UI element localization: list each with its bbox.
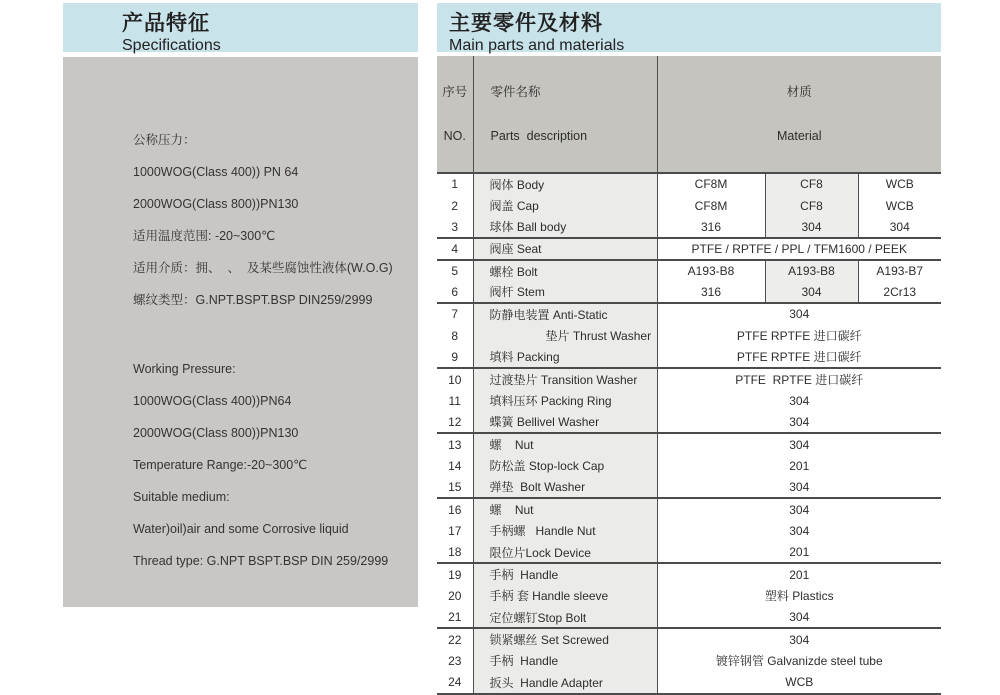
table-row [437, 412, 941, 434]
parts-materials-table [437, 56, 941, 695]
cell-material-span: 塑料 Plastics [764, 589, 834, 604]
table-row [437, 455, 941, 477]
cell-desc: 手柄 套 Handle sleeve [473, 585, 657, 607]
table-row [437, 498, 941, 520]
cell-material-span: 201 [789, 458, 810, 473]
spec-line: 1000WOG(Class 400)) PN 64 [133, 165, 299, 179]
cell-material-span: 201 [657, 542, 941, 564]
cell-material-span: 304 [789, 523, 810, 538]
table-row [437, 347, 941, 369]
cell-no: 20 [437, 585, 473, 607]
specifications-title-zh: 产品特征 [122, 12, 210, 35]
specifications-title-en: Specifications [122, 37, 221, 54]
cell-desc: 手柄 Handle [473, 563, 657, 585]
table-row [437, 303, 941, 325]
cell-desc: 阀体 Body [473, 173, 657, 195]
cell-desc: 填料压环 Packing Ring [473, 390, 657, 412]
cell-material-3: WCB [885, 177, 914, 192]
table-row [437, 281, 941, 303]
cell-material-3: WCB [885, 198, 914, 213]
table-row [437, 216, 941, 238]
cell-desc: 手柄 Handle [473, 650, 657, 672]
cell-desc: 螺 Nut [473, 498, 657, 520]
col-header-material [657, 56, 941, 173]
col-header-material-zh: 材质 [786, 85, 812, 99]
cell-no: 8 [437, 325, 473, 347]
cell-material-span: 304 [789, 307, 810, 322]
cell-no: 6 [437, 281, 473, 303]
cell-desc: 垫片 Thrust Washer [473, 325, 657, 347]
cell-material-span: 304 [789, 632, 810, 647]
cell-material-1: 316 [657, 281, 765, 303]
cell-no: 15 [437, 477, 473, 499]
cell-desc: 阀座 Seat [473, 238, 657, 260]
cell-material-1: CF8M [657, 173, 765, 195]
spec-line: 适用温度范围: -20~300℃ [133, 229, 276, 243]
table-row [437, 520, 941, 542]
cell-material-3: A193-B7 [876, 264, 924, 279]
materials-header [437, 3, 941, 52]
spec-line: Working Pressure: [133, 362, 236, 376]
cell-desc: 防静电装置 Anti-Static [473, 303, 657, 325]
cell-material-span: PTFE RPTFE 进口碳纤 [735, 373, 864, 388]
cell-material-span: PTFE RPTFE 进口碳纤 [657, 347, 941, 369]
spec-line: 2000WOG(Class 800))PN130 [133, 197, 299, 211]
table-row [437, 477, 941, 499]
col-header-parts-en: Parts description [490, 129, 588, 143]
table-row [437, 563, 941, 585]
cell-material-2: 304 [765, 281, 858, 303]
cell-desc: 蝶簧 Bellivel Washer [473, 412, 657, 434]
cell-no: 23 [437, 650, 473, 672]
cell-material-span: 304 [657, 412, 941, 434]
cell-desc: 防松盖 Stop-lock Cap [473, 455, 657, 477]
cell-no: 12 [437, 412, 473, 434]
cell-no: 16 [437, 498, 473, 520]
cell-no: 17 [437, 520, 473, 542]
col-header-parts [473, 56, 657, 173]
table-row [437, 650, 941, 672]
materials-title-en: Main parts and materials [449, 37, 625, 54]
cell-material-3: 304 [858, 216, 941, 238]
cell-desc: 定位螺钉Stop Bolt [473, 607, 657, 629]
cell-desc: 阀盖 Cap [473, 195, 657, 217]
cell-no: 19 [437, 563, 473, 585]
cell-desc: 阀杆 Stem [473, 281, 657, 303]
cell-material-2: CF8 [765, 173, 858, 195]
cell-desc: 球体 Ball body [473, 216, 657, 238]
cell-desc: 螺栓 Bolt [473, 260, 657, 282]
spec-line: Water)oil)air and some Corrosive liquid [133, 522, 349, 536]
spec-line: 1000WOG(Class 400))PN64 [133, 394, 292, 408]
cell-desc: 限位片Lock Device [473, 542, 657, 564]
col-header-parts-zh: 零件名称 [490, 85, 541, 99]
col-header-no-zh: 序号 [442, 85, 468, 99]
cell-no: 9 [437, 347, 473, 369]
cell-material-span: WCB [657, 672, 941, 694]
cell-material-span: 304 [657, 607, 941, 629]
table-row [437, 260, 941, 282]
table-row [437, 325, 941, 347]
spec-line: 公称压力： [133, 133, 196, 147]
cell-material-2: 304 [765, 216, 858, 238]
cell-desc: 填料 Packing [473, 347, 657, 369]
cell-material-2: A193-B8 [765, 260, 858, 282]
spec-line: 螺纹类型：G.NPT.BSPT.BSP DIN259/2999 [133, 293, 373, 307]
cell-desc: 扳头 Handle Adapter [473, 672, 657, 694]
cell-material-2: CF8 [765, 195, 858, 217]
cell-no: 13 [437, 433, 473, 455]
col-header-material-en: Material [777, 129, 822, 143]
table-row [437, 672, 941, 694]
cell-material-span: PTFE RPTFE 进口碳纤 [736, 329, 862, 344]
col-header-no [437, 56, 473, 173]
cell-no: 2 [437, 195, 473, 217]
cell-desc: 锁紧螺丝 Set Screwed [473, 628, 657, 650]
cell-desc: 弹垫 Bolt Washer [473, 477, 657, 499]
cell-no: 1 [437, 173, 473, 195]
cell-material-span: 304 [789, 502, 810, 517]
cell-desc: 过渡垫片 Transition Washer [473, 368, 657, 390]
cell-desc: 螺 Nut [473, 433, 657, 455]
specifications-panel [63, 57, 418, 607]
spec-line: Temperature Range:-20~300℃ [133, 458, 308, 472]
table-row [437, 238, 941, 260]
cell-material-span: 镀锌钢管 Galvanizde steel tube [715, 654, 883, 669]
table-row [437, 195, 941, 217]
cell-material-span: PTFE / RPTFE / PPL / TFM1600 / PEEK [657, 238, 941, 260]
table-header-row [437, 56, 941, 173]
spec-line: 2000WOG(Class 800))PN130 [133, 426, 299, 440]
cell-no: 24 [437, 672, 473, 694]
cell-no: 18 [437, 542, 473, 564]
cell-no: 22 [437, 628, 473, 650]
spec-line: Thread type: G.NPT BSPT.BSP DIN 259/2999 [133, 554, 389, 568]
cell-no: 11 [437, 390, 473, 412]
cell-material-3: 2Cr13 [858, 281, 941, 303]
cell-material-span: 201 [789, 567, 810, 582]
cell-no: 10 [437, 368, 473, 390]
table-row [437, 173, 941, 195]
cell-no: 21 [437, 607, 473, 629]
cell-no: 14 [437, 455, 473, 477]
specifications-header [63, 3, 418, 52]
spec-line: Suitable medium: [133, 490, 230, 504]
cell-no: 4 [437, 238, 473, 260]
materials-title-zh: 主要零件及材料 [449, 12, 603, 35]
spec-line: 适用介质：拥、 、 及某些腐蚀性液体(W.O.G) [133, 261, 393, 275]
cell-no: 7 [437, 303, 473, 325]
table-row [437, 542, 941, 564]
cell-material-1: A193-B8 [657, 260, 765, 282]
table-row [437, 368, 941, 390]
col-header-no-en: NO. [443, 129, 466, 143]
table-row [437, 390, 941, 412]
table-row [437, 607, 941, 629]
cell-material-span: 304 [789, 393, 810, 408]
cell-material-1: 316 [657, 216, 765, 238]
cell-desc: 手柄螺 Handle Nut [473, 520, 657, 542]
cell-no: 3 [437, 216, 473, 238]
cell-material-span: 304 [789, 437, 810, 452]
cell-material-1: CF8M [657, 195, 765, 217]
table-row [437, 628, 941, 650]
cell-material-span: 304 [657, 477, 941, 499]
cell-no: 5 [437, 260, 473, 282]
table-row [437, 585, 941, 607]
table-row [437, 433, 941, 455]
